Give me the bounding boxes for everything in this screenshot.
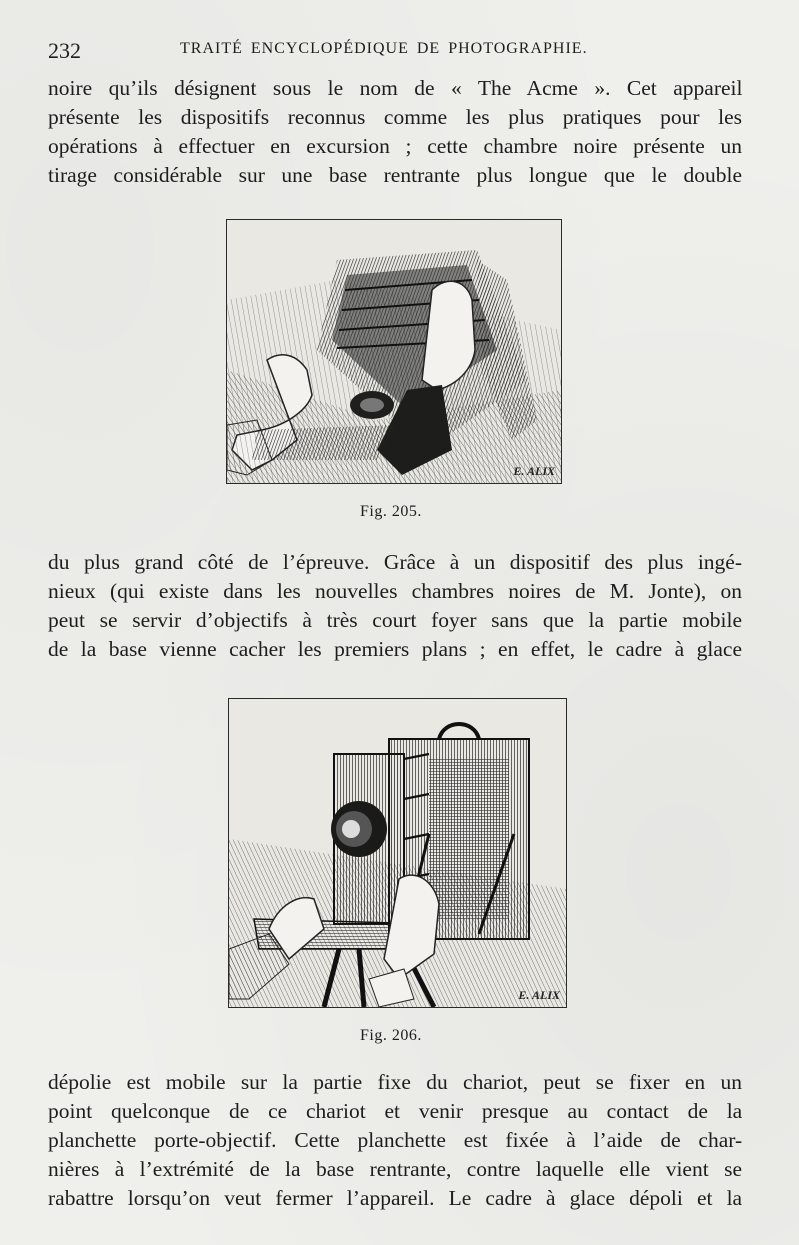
engraver-signature: E. ALIX bbox=[513, 464, 555, 478]
text-line: nières à l’extrémité de la base rentrante, contre laquelle elle vient se bbox=[48, 1157, 742, 1181]
page-header bbox=[48, 36, 750, 66]
text-line: dépolie est mobile sur la partie fixe du chariot, peut se fixer en un bbox=[48, 1070, 742, 1094]
text-line: opérations à effectuer en excursion ; cette chambre noire présente un bbox=[48, 134, 742, 158]
camera-folded-illustration bbox=[227, 220, 561, 483]
text-line: tirage considérable sur une base rentrante plus longue que le double bbox=[48, 163, 742, 187]
text-line: point quelconque de ce chariot et venir presque au contact de la bbox=[48, 1099, 742, 1123]
running-title: TRAITÉ ENCYCLOPÉDIQUE DE PHOTOGRAPHIE. bbox=[180, 40, 588, 57]
paragraph-3 bbox=[48, 1068, 742, 1213]
text-line: nieux (qui existe dans les nouvelles chambres noires de M. Jonte), on bbox=[48, 579, 742, 603]
text-line: du plus grand côté de l’épreuve. Grâce à un dispositif des plus ingé- bbox=[48, 550, 742, 574]
text-line: rabattre lorsqu’on veut fermer l’appareil. Le cadre à glace dépoli et la bbox=[48, 1186, 742, 1210]
text-line: noire qu’ils désignent sous le nom de « The Acme ». Cet appareil bbox=[48, 76, 742, 100]
paragraph-1 bbox=[48, 74, 742, 190]
text-line: présente les dispositifs reconnus comme les plus pratiques pour les bbox=[48, 105, 742, 129]
figure-caption: Fig. 205. bbox=[360, 503, 422, 520]
camera-open-illustration bbox=[229, 699, 566, 1007]
figure-205-engraving bbox=[226, 219, 562, 484]
text-line: planchette porte-objectif. Cette planchette est fixée à l’aide de char- bbox=[48, 1128, 742, 1152]
figure-206-engraving bbox=[228, 698, 567, 1008]
figure-caption: Fig. 206. bbox=[360, 1027, 422, 1044]
page-number: 232 bbox=[48, 38, 81, 63]
text-line: peut se servir d’objectifs à très court foyer sans que la partie mobile bbox=[48, 608, 742, 632]
text-line: de la base vienne cacher les premiers plans ; en effet, le cadre à glace bbox=[48, 637, 742, 661]
paragraph-2 bbox=[48, 548, 742, 664]
engraver-signature: E. ALIX bbox=[518, 988, 560, 1002]
